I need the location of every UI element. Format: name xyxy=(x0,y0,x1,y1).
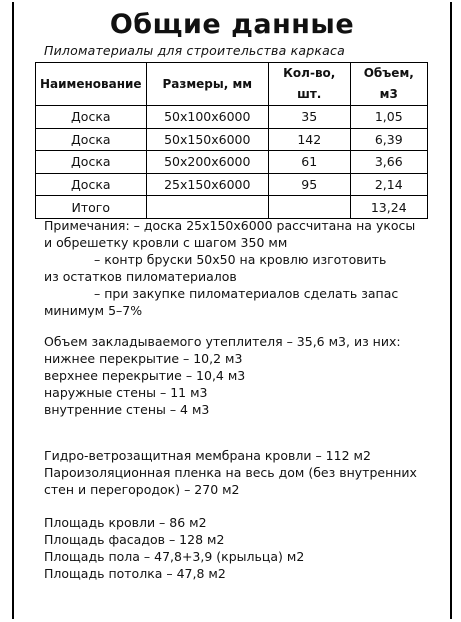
column-header-quantity: Кол-во, шт. xyxy=(268,63,350,106)
cell-volume: 3,66 xyxy=(350,151,427,174)
insulation-line: Объем закладываемого утеплителя – 35,6 м3, из них: xyxy=(44,334,401,349)
empty-cell xyxy=(268,196,350,219)
area-line: Площадь потолка – 47,8 м2 xyxy=(44,566,226,581)
table-row xyxy=(36,173,428,196)
column-header-name: Наименование xyxy=(36,63,147,106)
notes-section xyxy=(44,217,415,319)
insulation-section xyxy=(44,333,401,418)
cell-name: Доска xyxy=(36,173,147,196)
cell-name: Доска xyxy=(36,128,147,151)
membrane-line: Гидро-ветрозащитная мембрана кровли – 112 м2 xyxy=(44,448,371,463)
cell-volume: 6,39 xyxy=(350,128,427,151)
lumber-table xyxy=(35,62,428,219)
note-line: – при закупке пиломатериалов сделать запас xyxy=(94,286,399,301)
note-line: из остатков пиломатериалов xyxy=(44,269,237,284)
column-header-dimensions: Размеры, мм xyxy=(146,63,268,106)
membranes-section xyxy=(44,447,417,498)
column-header-volume: Объем, м3 xyxy=(350,63,427,106)
cell-quantity: 61 xyxy=(268,151,350,174)
cell-quantity: 142 xyxy=(268,128,350,151)
area-line: Площадь пола – 47,8+3,9 (крыльца) м2 xyxy=(44,549,305,564)
table-row xyxy=(36,151,428,174)
cell-volume: 1,05 xyxy=(350,106,427,129)
insulation-line: наружные стены – 11 м3 xyxy=(44,385,208,400)
note-line: – контр бруски 50x50 на кровлю изготовить xyxy=(94,252,387,267)
area-line: Площадь кровли – 86 м2 xyxy=(44,515,207,530)
cell-quantity: 35 xyxy=(268,106,350,129)
total-volume: 13,24 xyxy=(350,196,427,219)
membrane-line: стен и перегородок) – 270 м2 xyxy=(44,482,240,497)
table-row xyxy=(36,106,428,129)
cell-dimensions: 50x200x6000 xyxy=(146,151,268,174)
cell-name: Доска xyxy=(36,106,147,129)
cell-name: Доска xyxy=(36,151,147,174)
insulation-line: верхнее перекрытие – 10,4 м3 xyxy=(44,368,246,383)
document-sheet xyxy=(12,2,452,619)
cell-quantity: 95 xyxy=(268,173,350,196)
page-title: Общие данные xyxy=(109,9,355,40)
cell-dimensions: 25x150x6000 xyxy=(146,173,268,196)
note-line: Примечания: – доска 25x150x6000 рассчитана на укосы xyxy=(44,218,416,233)
membrane-line: Пароизоляционная пленка на весь дом (без внутренних xyxy=(44,465,417,480)
table-total-row xyxy=(36,196,428,219)
cell-dimensions: 50x150x6000 xyxy=(146,128,268,151)
total-label: Итого xyxy=(36,196,147,219)
empty-cell xyxy=(146,196,268,219)
note-line: минимум 5–7% xyxy=(44,303,143,318)
cell-dimensions: 50x100x6000 xyxy=(146,106,268,129)
table-row xyxy=(36,128,428,151)
area-line: Площадь фасадов – 128 м2 xyxy=(44,532,225,547)
insulation-line: нижнее перекрытие – 10,2 м3 xyxy=(44,351,243,366)
areas-section xyxy=(44,514,304,582)
insulation-line: внутренние стены – 4 м3 xyxy=(44,402,210,417)
note-line: и обрешетку кровли с шагом 350 мм xyxy=(44,235,288,250)
table-header-row xyxy=(36,63,428,106)
cell-volume: 2,14 xyxy=(350,173,427,196)
table-caption: Пиломатериалы для строительства каркаса xyxy=(44,43,345,58)
